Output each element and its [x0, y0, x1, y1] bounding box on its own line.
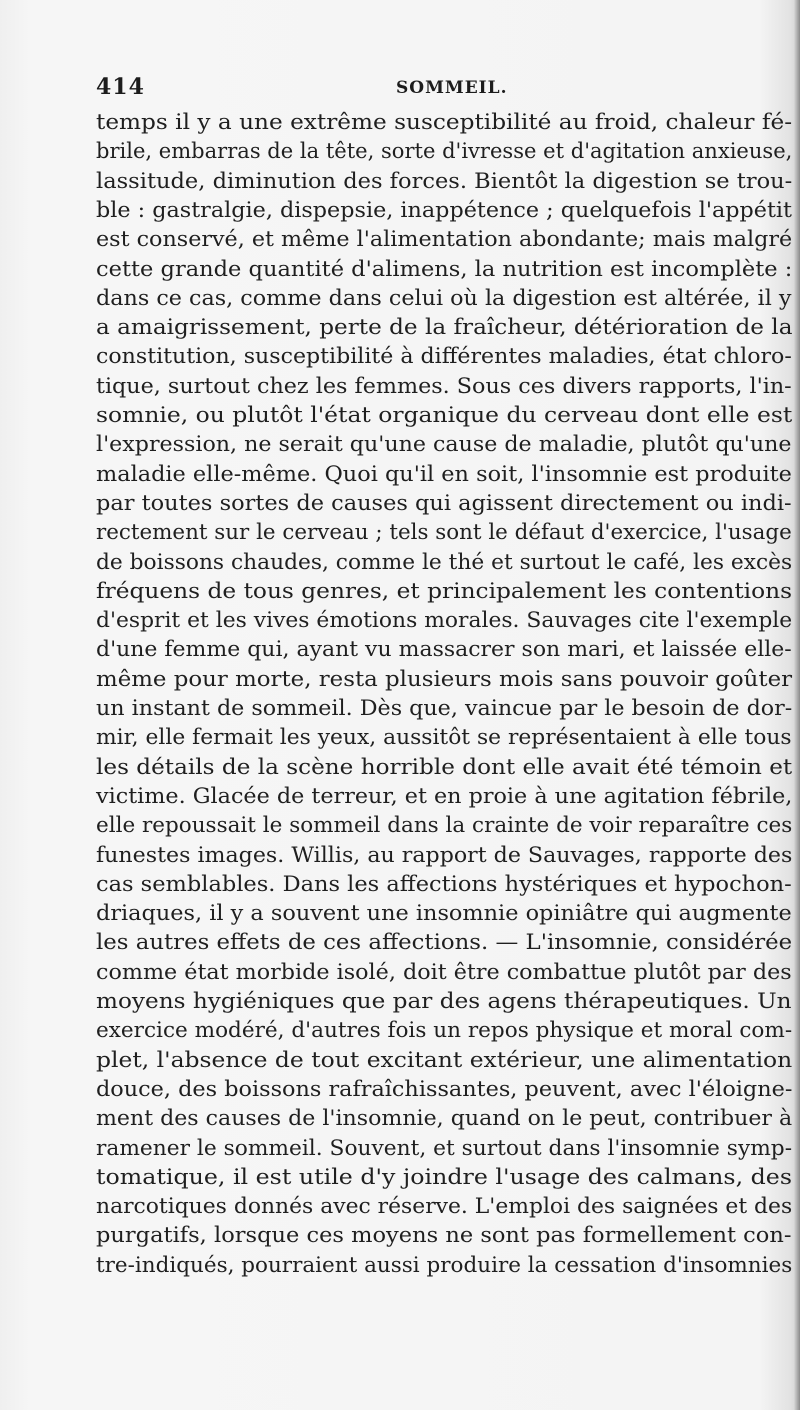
text-line: victime. Glacée de terreur, et en proie à une agitation fébrile,	[96, 783, 793, 808]
text-line: driaques, il y a souvent une insomnie opiniâtre qui augmente	[96, 901, 792, 926]
text-line: les autres effets de ces affections. — L'insomnie, considérée	[96, 930, 793, 955]
text-line: ment des causes de l'insomnie, quand on le peut, contribuer à	[96, 1106, 793, 1131]
text-line: dans ce cas, comme dans celui où la digestion est altérée, il y	[96, 285, 792, 310]
text-line: funestes images. Willis, au rapport de Sauvages, rapporte des	[96, 842, 793, 867]
text-line: tique, surtout chez les femmes. Sous ces divers rapports, l'in-	[96, 373, 792, 398]
text-line: fréquens de tous genres, et principalement les contentions	[96, 578, 793, 603]
text-line: l'expression, ne serait qu'une cause de maladie, plutôt qu'une	[96, 432, 792, 457]
text-line: mir, elle fermait les yeux, aussitôt se représentaient à elle tous	[96, 725, 792, 750]
text-line: constitution, susceptibilité à différentes maladies, état chloro-	[96, 344, 792, 369]
text-line: lassitude, diminution des forces. Bientôt la digestion se trou-	[96, 168, 793, 193]
page-number: 414	[96, 74, 145, 100]
text-line: plet, l'absence de tout excitant extérieur, une alimentation	[96, 1047, 793, 1072]
text-line: tre-indiqués, pourraient aussi produire la cessation d'insomnies	[96, 1252, 793, 1277]
text-line: elle repoussait le sommeil dans la crainte de voir reparaître ces	[96, 813, 793, 838]
text-line: par toutes sortes de causes qui agissent directement ou indi-	[96, 490, 792, 515]
text-line: brile, embarras de la tête, sorte d'ivresse et d'agitation anxieuse,	[96, 139, 793, 164]
text-line: tomatique, il est utile d'y joindre l'usage des calmans, des	[96, 1164, 792, 1189]
text-line: d'esprit et les vives émotions morales. Sauvages cite l'exemple	[96, 608, 793, 633]
text-line: d'une femme qui, ayant vu massacrer son mari, et laissée elle-	[96, 637, 792, 662]
text-line: narcotiques donnés avec réserve. L'emploi des saignées et des	[96, 1194, 793, 1219]
text-line: ble : gastralgie, dispepsie, inappétence ; quelquefois l'appétit	[96, 197, 793, 222]
text-line: douce, des boissons rafraîchissantes, peuvent, avec l'éloigne-	[96, 1076, 793, 1101]
text-line: moyens hygiéniques que par des agens thérapeutiques. Un	[96, 989, 792, 1013]
text-line: rectement sur le cerveau ; tels sont le défaut d'exercice, l'usage	[96, 520, 792, 545]
text-line: a amaigrissement, perte de la fraîcheur, détérioration de la	[96, 315, 793, 340]
text-line: les détails de la scène horrible dont elle avait été témoin et	[96, 754, 793, 779]
text-line: un instant de sommeil. Dès que, vaincue par le besoin de dor-	[96, 696, 793, 720]
text-line: même pour morte, resta plusieurs mois sans pouvoir goûter	[96, 666, 793, 691]
text-line: est conservé, et même l'alimentation abondante; mais malgré	[96, 227, 793, 252]
text-line: ramener le sommeil. Souvent, et surtout dans l'insomnie symp-	[96, 1135, 793, 1160]
text-line: temps il y a une extrême susceptibilité au froid, chaleur fé-	[96, 110, 793, 134]
text-line: cas semblables. Dans les affections hystériques et hypochon-	[96, 871, 792, 896]
text-line: cette grande quantité d'alimens, la nutrition est incomplète :	[96, 256, 793, 281]
text-line: purgatifs, lorsque ces moyens ne sont pas formellement con-	[96, 1223, 792, 1248]
text-line: de boissons chaudes, comme le thé et surtout le café, les excès	[96, 549, 793, 574]
text-line: somnie, ou plutôt l'état organique du cerveau dont elle est	[96, 403, 793, 427]
text-line: maladie elle-même. Quoi qu'il en soit, l'insomnie est produite	[96, 461, 792, 486]
text-line: exercice modéré, d'autres fois un repos physique et moral com-	[96, 1018, 793, 1043]
running-head: SOMMEIL.	[396, 78, 508, 98]
text-line: comme état morbide isolé, doit être combattue plutôt par des	[96, 959, 792, 984]
